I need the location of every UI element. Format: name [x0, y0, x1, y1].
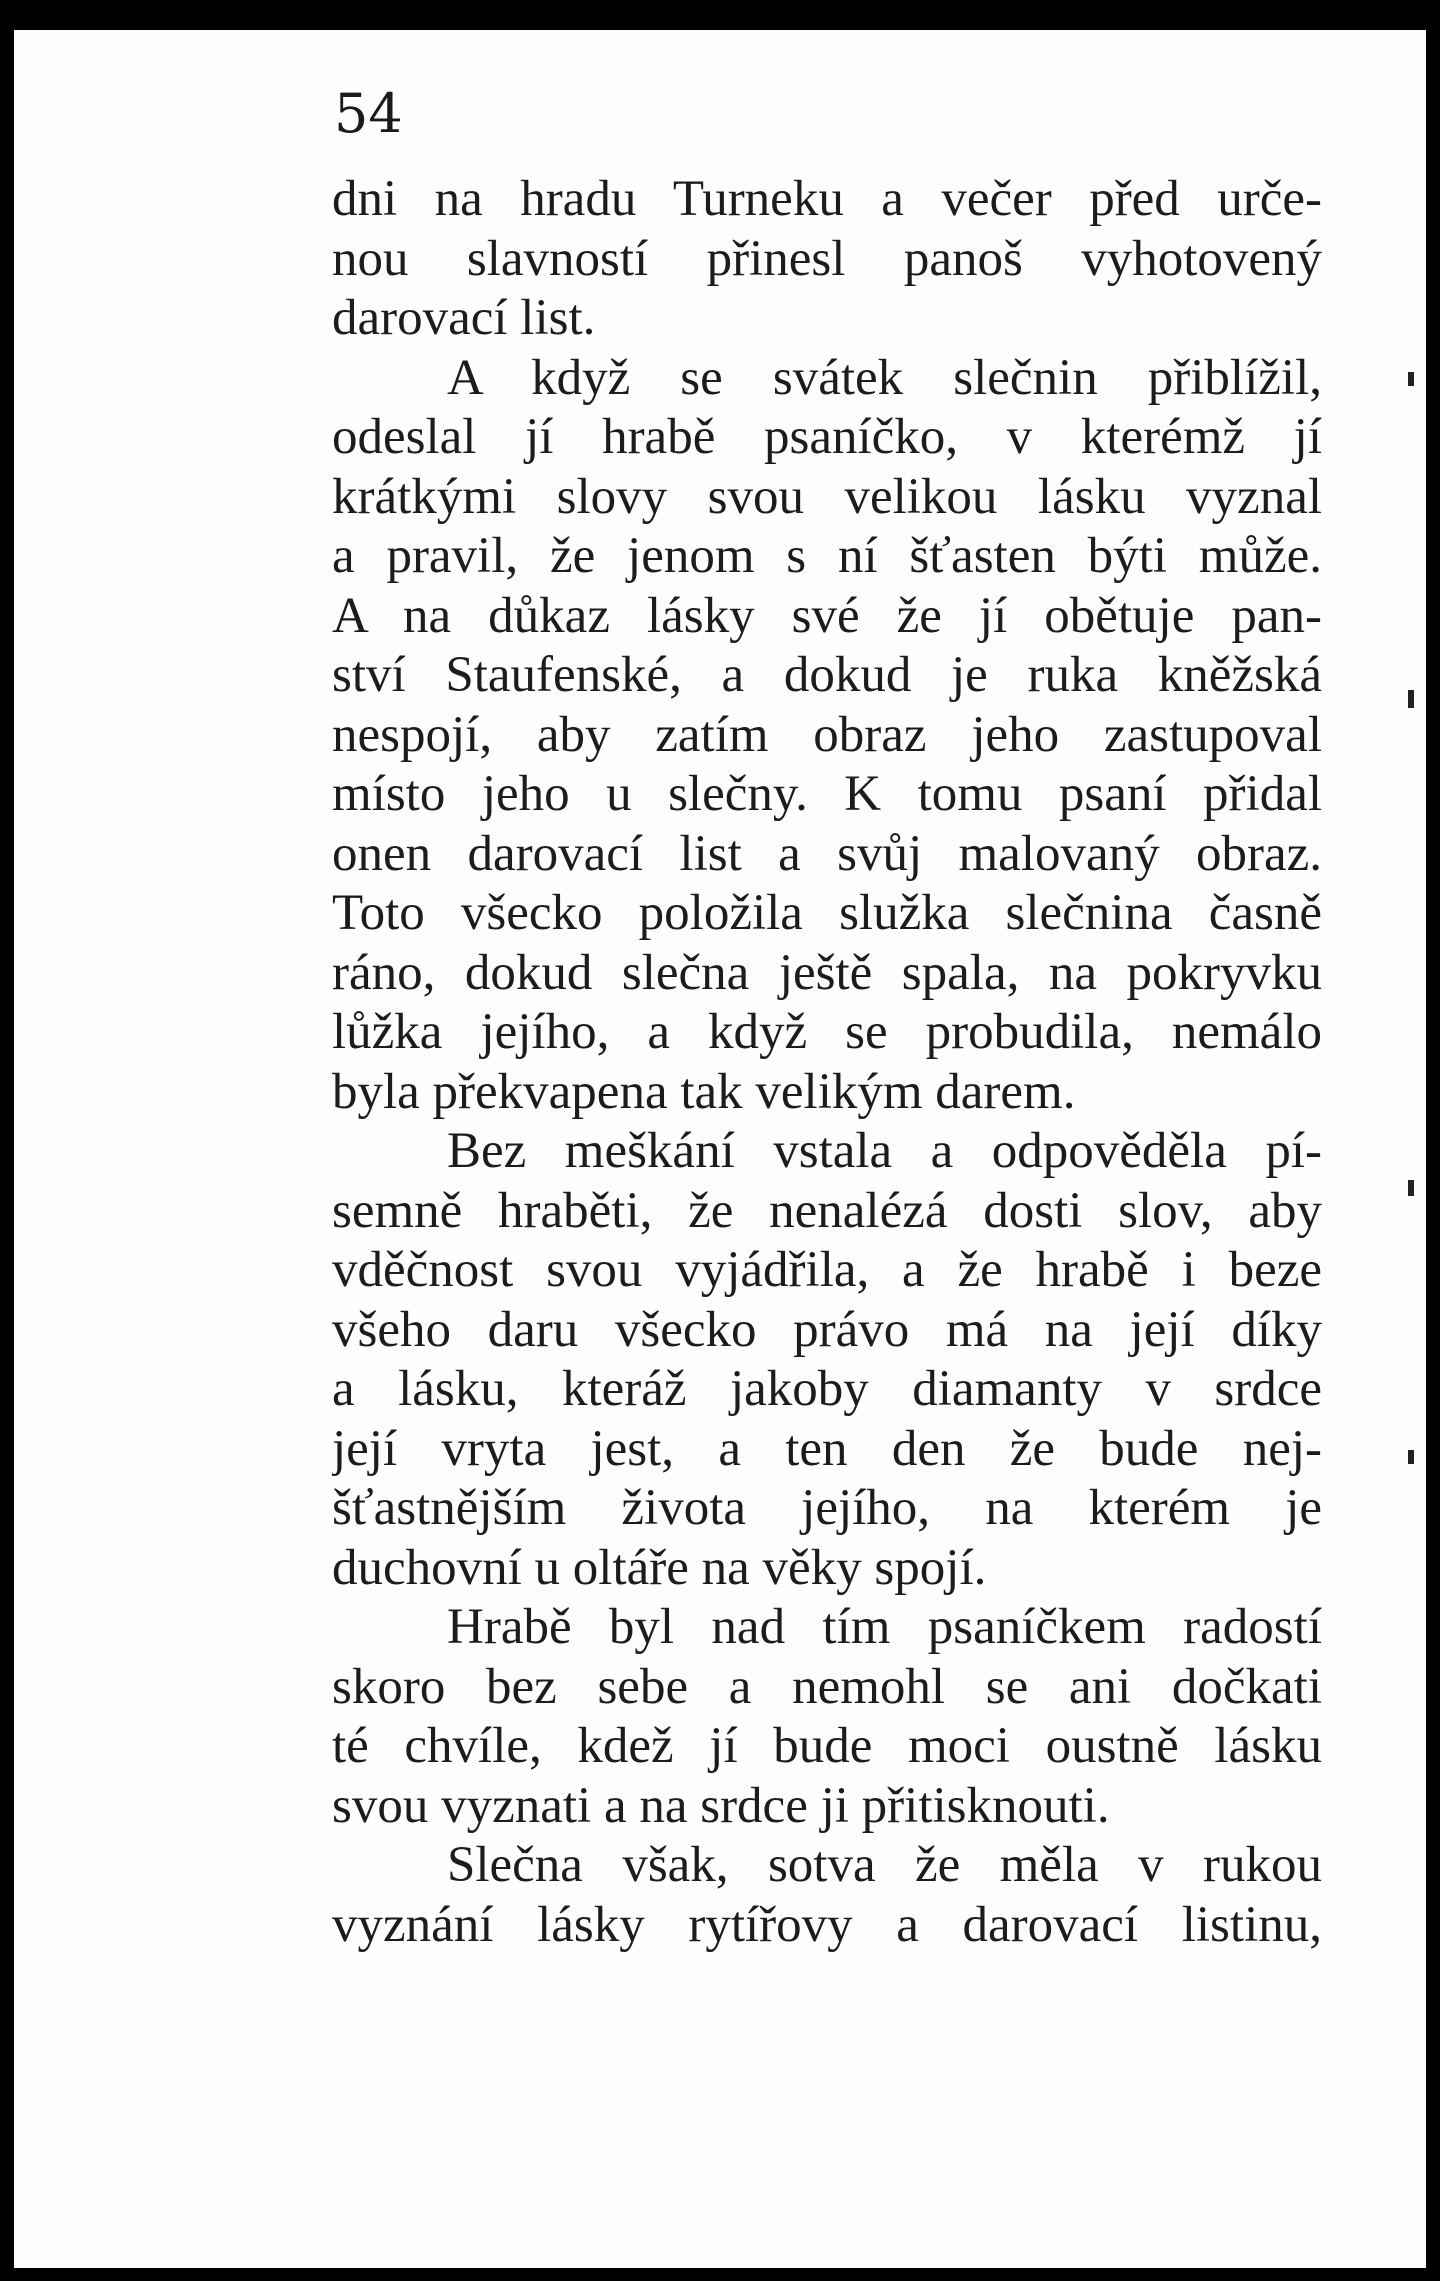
- scan-mark: [1408, 1450, 1414, 1464]
- text-line: té chvíle, kdež jí bude moci oustně lásku: [332, 1718, 1322, 1774]
- text-line: její vryta jest, a ten den že bude nej-: [332, 1420, 1322, 1477]
- text-line: nou slavností přinesl panoš vyhotovený: [332, 230, 1322, 287]
- text-line: A na důkaz lásky své že jí obětuje pan-: [332, 587, 1322, 644]
- text-line: semně hraběti, že nenalézá dosti slov, aby: [332, 1182, 1322, 1239]
- text-line: byla překvapena tak velikým darem.: [332, 1063, 1076, 1120]
- text-line: Slečna však, sotva že měla v rukou: [447, 1837, 1322, 1893]
- text-line: vyznání lásky rytířovy a darovací listinu,: [332, 1896, 1322, 1953]
- text-line: a lásku, kteráž jakoby diamanty v srdce: [332, 1361, 1322, 1417]
- text-line: Hrabě byl nad tím psaníčkem radostí: [447, 1599, 1322, 1655]
- text-line: ství Staufenské, a dokud je ruka kněžská: [332, 647, 1322, 703]
- text-line: skoro bez sebe a nemohl se ani dočkati: [332, 1658, 1322, 1715]
- scan-mark: [1408, 1180, 1414, 1196]
- text-line: svou vyznati a na srdce ji přitisknouti.: [332, 1777, 1110, 1834]
- text-line: šťastnějším života jejího, na kterém je: [332, 1480, 1322, 1536]
- text-line: všeho daru všecko právo má na její díky: [332, 1301, 1322, 1358]
- book-page: [14, 30, 1426, 2268]
- text-line: A když se svátek slečnin přiblížil,: [447, 349, 1322, 406]
- text-line: odeslal jí hrabě psaníčko, v kterémž jí: [332, 409, 1322, 465]
- scan-mark: [1408, 690, 1414, 708]
- text-line: darovací list.: [332, 290, 596, 346]
- text-line: dni na hradu Turneku a večer před urče-: [332, 171, 1322, 227]
- text-line: vděčnost svou vyjádřila, a že hrabě i beze: [332, 1242, 1322, 1298]
- text-line: a pravil, že jenom s ní šťasten býti může.: [332, 528, 1322, 584]
- text-line: krátkými slovy svou velikou lásku vyznal: [332, 468, 1322, 525]
- text-line: duchovní u oltáře na věky spojí.: [332, 1539, 987, 1596]
- text-line: Toto všecko položila služka slečnina časně: [332, 885, 1322, 941]
- body-text: [332, 170, 1322, 1955]
- scan-mark: [1408, 372, 1414, 386]
- text-line: Bez meškání vstala a odpověděla pí-: [447, 1123, 1322, 1179]
- text-line: ráno, dokud slečna ještě spala, na pokryvku: [332, 944, 1322, 1001]
- text-line: místo jeho u slečny. K tomu psaní přidal: [332, 766, 1322, 822]
- page-number: 54: [334, 82, 403, 145]
- text-line: lůžka jejího, a když se probudila, nemálo: [332, 1004, 1322, 1060]
- text-line: nespojí, aby zatím obraz jeho zastupoval: [332, 706, 1322, 763]
- text-line: onen darovací list a svůj malovaný obraz.: [332, 825, 1322, 882]
